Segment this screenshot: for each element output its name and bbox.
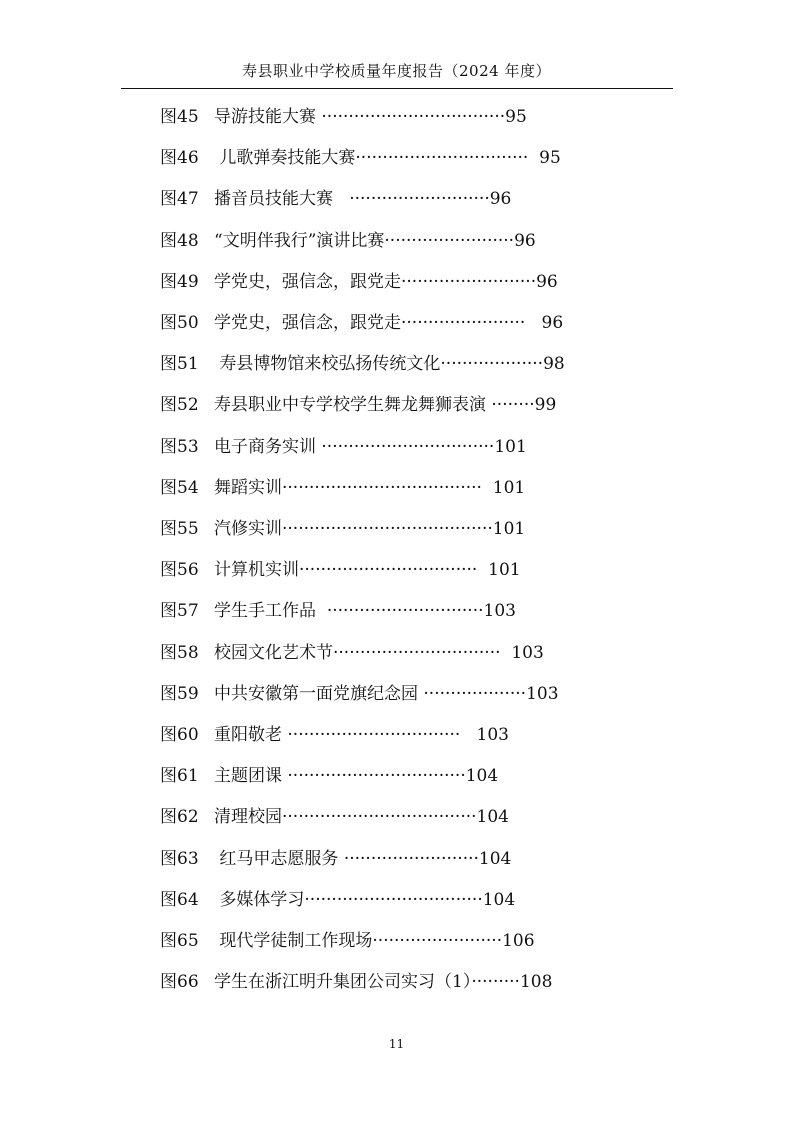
toc-entry[interactable] (0, 598, 793, 624)
figure-title: 计算机实训 (214, 560, 299, 581)
figure-number: 图51 (160, 354, 199, 375)
figure-number: 图57 (160, 601, 199, 622)
dot-leader: ························· (401, 271, 537, 292)
figure-number: 图45 (160, 107, 199, 127)
figure-title: 寿县职业中专学校学生舞龙舞狮表演 (214, 395, 492, 416)
toc-entry[interactable] (0, 310, 793, 336)
page-number-text: 11 (388, 1037, 405, 1051)
figure-entry-text (214, 351, 565, 377)
figure-entry-text (214, 598, 516, 624)
figure-page-number: 106 (502, 931, 535, 951)
dot-leader: ································ (287, 725, 477, 745)
figure-title: 现代学徒制工作现场 (214, 931, 373, 951)
dot-leader: ··················· (423, 683, 527, 704)
figure-title: 导游技能大赛 (214, 107, 322, 127)
toc-entry[interactable] (0, 763, 793, 789)
figure-entry-text (214, 928, 535, 954)
dot-leader: ········· (471, 972, 520, 993)
figure-entry-text (214, 846, 511, 872)
header-divider (121, 88, 673, 89)
figure-number: 图50 (160, 313, 199, 333)
figure-number: 图58 (160, 642, 199, 663)
figure-entry-text (214, 104, 527, 130)
figure-title: 学生在浙江明升集团公司实习（1） (214, 972, 472, 993)
figure-entry-text (214, 887, 515, 913)
dot-leader: ······································· (282, 519, 493, 539)
figure-entry-text (214, 310, 563, 336)
toc-entry[interactable] (0, 928, 793, 954)
toc-entry[interactable] (0, 351, 793, 377)
page-number (0, 1037, 793, 1051)
figure-page-number: 96 (541, 313, 564, 333)
figure-page-number: 99 (534, 395, 557, 416)
figure-title: 寿县博物馆来校弘扬传统文化 (214, 354, 441, 375)
figure-title: 校园文化艺术节 (214, 642, 333, 663)
dot-leader: ··················· (440, 354, 544, 375)
figure-number: 图66 (160, 972, 199, 993)
figure-page-number: 96 (514, 230, 536, 251)
toc-entry[interactable] (0, 681, 793, 707)
figure-entry-text (214, 186, 511, 212)
figure-page-number: 104 (465, 766, 499, 787)
dot-leader: ···································· (282, 807, 477, 828)
toc-entry[interactable] (0, 228, 793, 254)
dot-leader: ····································· (282, 477, 493, 498)
figure-title: 学生手工作品 (214, 601, 327, 622)
toc-entry[interactable] (0, 969, 793, 995)
figure-page-number: 104 (476, 807, 509, 828)
figure-number: 图49 (160, 271, 199, 292)
dot-leader: ························ (372, 931, 503, 951)
figure-entry-text (214, 681, 559, 707)
figure-entry-text (214, 804, 509, 830)
figure-number: 图47 (160, 189, 199, 210)
figure-page-number: 101 (488, 560, 521, 581)
figure-title: 儿歌弹奏技能大赛 (214, 148, 356, 169)
figure-number: 图46 (160, 148, 199, 169)
dot-leader: ································ (321, 436, 495, 457)
figure-entry-text (214, 763, 498, 789)
dot-leader: ······························· (333, 642, 512, 663)
figure-entry-text (214, 392, 556, 418)
toc-entry[interactable] (0, 516, 793, 542)
dot-leader: ························ (384, 230, 515, 251)
figure-title: 中共安徽第一面党旗纪念园 (214, 683, 424, 704)
dot-leader: ································· (287, 766, 466, 787)
figure-number: 图61 (160, 766, 199, 787)
figure-page-number: 98 (543, 354, 565, 375)
figure-title: 播音员技能大赛 (214, 189, 350, 210)
dot-leader: ································· (299, 560, 489, 581)
figure-title: 重阳敬老 (214, 725, 288, 745)
figure-title: 舞蹈实训 (214, 477, 282, 498)
figure-page-number: 108 (519, 972, 553, 993)
dot-leader: ········ (491, 395, 535, 416)
figure-page-number: 101 (494, 436, 527, 457)
dot-leader: ································ (355, 148, 540, 169)
figure-page-number: 95 (539, 148, 561, 169)
figure-page-number: 103 (476, 725, 509, 745)
figure-number: 图54 (160, 477, 199, 498)
figure-title: 学党史，强信念，跟党走 (214, 271, 401, 292)
figure-number: 图60 (160, 725, 199, 745)
figure-entry-text (214, 557, 521, 583)
dot-leader: ································· (304, 889, 483, 910)
toc-entry[interactable] (0, 145, 793, 171)
figure-title: 主题团课 (214, 766, 288, 787)
toc-entry[interactable] (0, 846, 793, 872)
toc-entry[interactable] (0, 186, 793, 212)
toc-entry[interactable] (0, 269, 793, 295)
toc-entry[interactable] (0, 104, 793, 130)
figure-entry-text (214, 269, 558, 295)
figure-page-number: 103 (511, 642, 544, 663)
figure-page-number: 101 (492, 477, 526, 498)
figure-title: 汽修实训 (214, 519, 282, 539)
figure-number: 图48 (160, 230, 199, 251)
toc-entry[interactable] (0, 640, 793, 666)
figure-entry-text (214, 228, 536, 254)
figure-page-number: 96 (536, 271, 558, 292)
dot-leader: ························· (343, 848, 479, 869)
figure-entry-text (214, 145, 561, 171)
figure-entry-text (214, 722, 509, 748)
figure-page-number: 101 (492, 519, 526, 539)
figure-title: 电子商务实训 (214, 436, 322, 457)
toc-entry[interactable] (0, 434, 793, 460)
figure-number: 图55 (160, 519, 199, 539)
dot-leader: ······················· (401, 313, 542, 333)
figure-entry-text (214, 475, 525, 501)
figure-page-number: 104 (478, 848, 512, 869)
figure-entry-text (214, 516, 525, 542)
figure-number: 图56 (160, 560, 199, 581)
figure-title: 学党史，强信念，跟党走 (214, 313, 401, 333)
page-header (0, 60, 793, 81)
toc-entry[interactable] (0, 887, 793, 913)
figure-number: 图53 (160, 436, 199, 457)
figure-title: “文明伴我行”演讲比赛 (214, 230, 385, 251)
figure-number: 图63 (160, 848, 199, 869)
dot-leader: ·································· (321, 107, 506, 127)
figure-entry-text (214, 640, 544, 666)
toc-entry[interactable] (0, 804, 793, 830)
figure-page-number: 103 (526, 683, 559, 704)
figure-number: 图62 (160, 807, 199, 828)
figure-page-number: 96 (489, 189, 512, 210)
figure-number: 图64 (160, 889, 199, 910)
figure-number: 图59 (160, 683, 199, 704)
figure-title: 多媒体学习 (214, 889, 305, 910)
figure-page-number: 103 (483, 601, 516, 622)
figure-title: 清理校园 (214, 807, 282, 828)
dot-leader: ·························· (349, 189, 490, 210)
figure-title: 红马甲志愿服务 (214, 848, 344, 869)
dot-leader: ····························· (326, 601, 484, 622)
figure-entry-text (214, 969, 552, 995)
figure-entry-text (214, 434, 527, 460)
report-title: 寿县职业中学校质量年度报告（2024 年度） (242, 62, 551, 80)
toc-entry[interactable] (0, 722, 793, 748)
toc-entry[interactable] (0, 557, 793, 583)
toc-entry[interactable] (0, 392, 793, 418)
toc-entry[interactable] (0, 475, 793, 501)
figure-number: 图65 (160, 931, 199, 951)
figure-page-number: 95 (505, 107, 527, 127)
figure-number: 图52 (160, 395, 199, 416)
figure-page-number: 104 (482, 889, 516, 910)
